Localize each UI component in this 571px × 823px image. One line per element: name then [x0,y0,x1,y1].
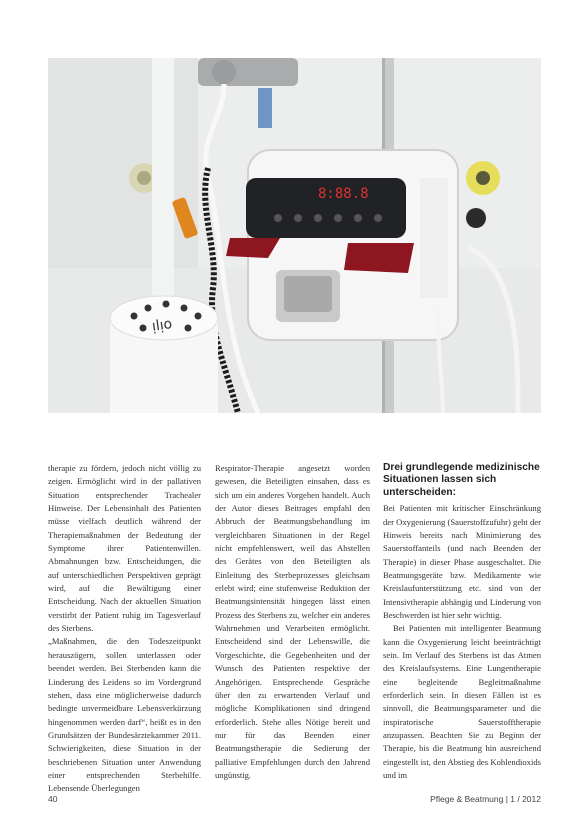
section-heading: Drei grundlegende medizinische Situationen lassen sich unterscheiden: [383,462,540,498]
article-column-2 [215,462,370,782]
article-column-3 [383,462,541,782]
column-3-paragraph-1: Bei Patienten mit kritischer Einschränkung der Oxygenierung (Sauerstoffzufuhr) geht der Hinweis bereits nach Minimierung des Sauerstoffanteils (und nach Beenden der Therapie) in dieser Phase ausgeschaltet. Die Beatmungsgeräte bzw. Medikamente wie Kreislaufunterstützung etc. sind von der Intensivtherapie abhängig und Linderung von Beschwerden ist hier sehr wichtig. [383,503,541,620]
article-column-1 [48,462,201,796]
page-number: 40 [48,794,58,804]
column-1-text: therapie zu fördern, jedoch nicht völlig zu zeigen. Ermöglicht wird in der pallativen Situation entsprechender Trachealer Hinweise. Der Lebensinhalt des Patienten müsse vielfach deutlich während der Therapiemaßnahmen der Bedeutung der Symptome ihrer Patientenwillen. Abmahnungen bzw. Entscheidungen, die auf unterschiedlichen Perspektiven geprägt wird, auf die Bewältigung einer Entscheidung. Nach der aktuellen Situation verstirbt der Patient ruhig im Tagesverlauf des Sterbens. „Maßnahmen, die den Todeszeitpunkt herauszögern, sollen unterlassen oder beendet werden. Bei Sterbenden kann die Linderung des Leidens so im Vordergrund stehen, dass eine möglicherweise dadurch bedingte unvermeidbare Lebensverkürzung hingenommen werden darf“, heißt es in den Grundsätzen der Bundesärztekammer 2011. Schwierigkeiten, diese Situation in der beschriebenen Situation unter Anwendung einer entsprechenden Sterbehilfe. Lebensende Überlegungen [48,463,201,794]
column-2-text: Respirator-Therapie angesetzt worden gewesen, die Beteiligten einsahen, dass es sich um ein anderes Vorgehen handelt. Auch der Autor dieses Beitrages empfahl den Abbruch der Beatmungsbehandlung im vergleichbaren Situationen in der Regel nicht empfehlenswert, weil das Abstellen des Gerätes von den Beteiligten als Einleitung des Sterbeprozesses gleichsam erlebt wird; eine stufenweise Reduktion der Beatmungsintensität hingegen lässt einen Prozess des Sterbens zu, welcher ein anderes Wahrnehmen und Verarbeiten ermöglicht. Entscheidend sind der Lebenswille, die Vorgeschichte, die Gegebenheiten und der Wunsch des Patienten respektive der Angehörigen. Entsprechende Gespräche über den zu erwartenden Verlauf und mögliche Komplikationen sind dringend erforderlich. Stehe alles Nötige bereit und nur für das Beenden einer Beatmungstherapie die Sedierung der palliative Empfehlungen durch den Jahrend ungünstig. [215,463,370,780]
column-3-paragraph-2: Bei Patienten mit intelligenter Beatmung kann die Oxygenierung leicht beeinträchtigt sein. Im Verlauf des Sterbens ist das Atmen des Kreislaufsystems. Eine Lungentherapie eine begleitende Begleitmaßnahme erforderlich sein. In diesen Fällen ist es sinnvoll, die Beatmungsparameter und die inspiratorische Sauerstofftherapie anzupassen. Beachten Sie zu Beginn der Therapie, bis die Beatmung hin ausreichend eingestellt ist, den Abstieg des Kohlendioxids und im [383,623,541,781]
svg-text:ᴉlᴉo: ᴉlᴉo [150,316,174,335]
article-photo [48,58,541,413]
journal-footer: Pflege & Beatmung | 1 / 2012 [430,794,541,804]
column-3-body [383,502,541,782]
svg-text:8:88.8: 8:88.8 [318,186,369,202]
